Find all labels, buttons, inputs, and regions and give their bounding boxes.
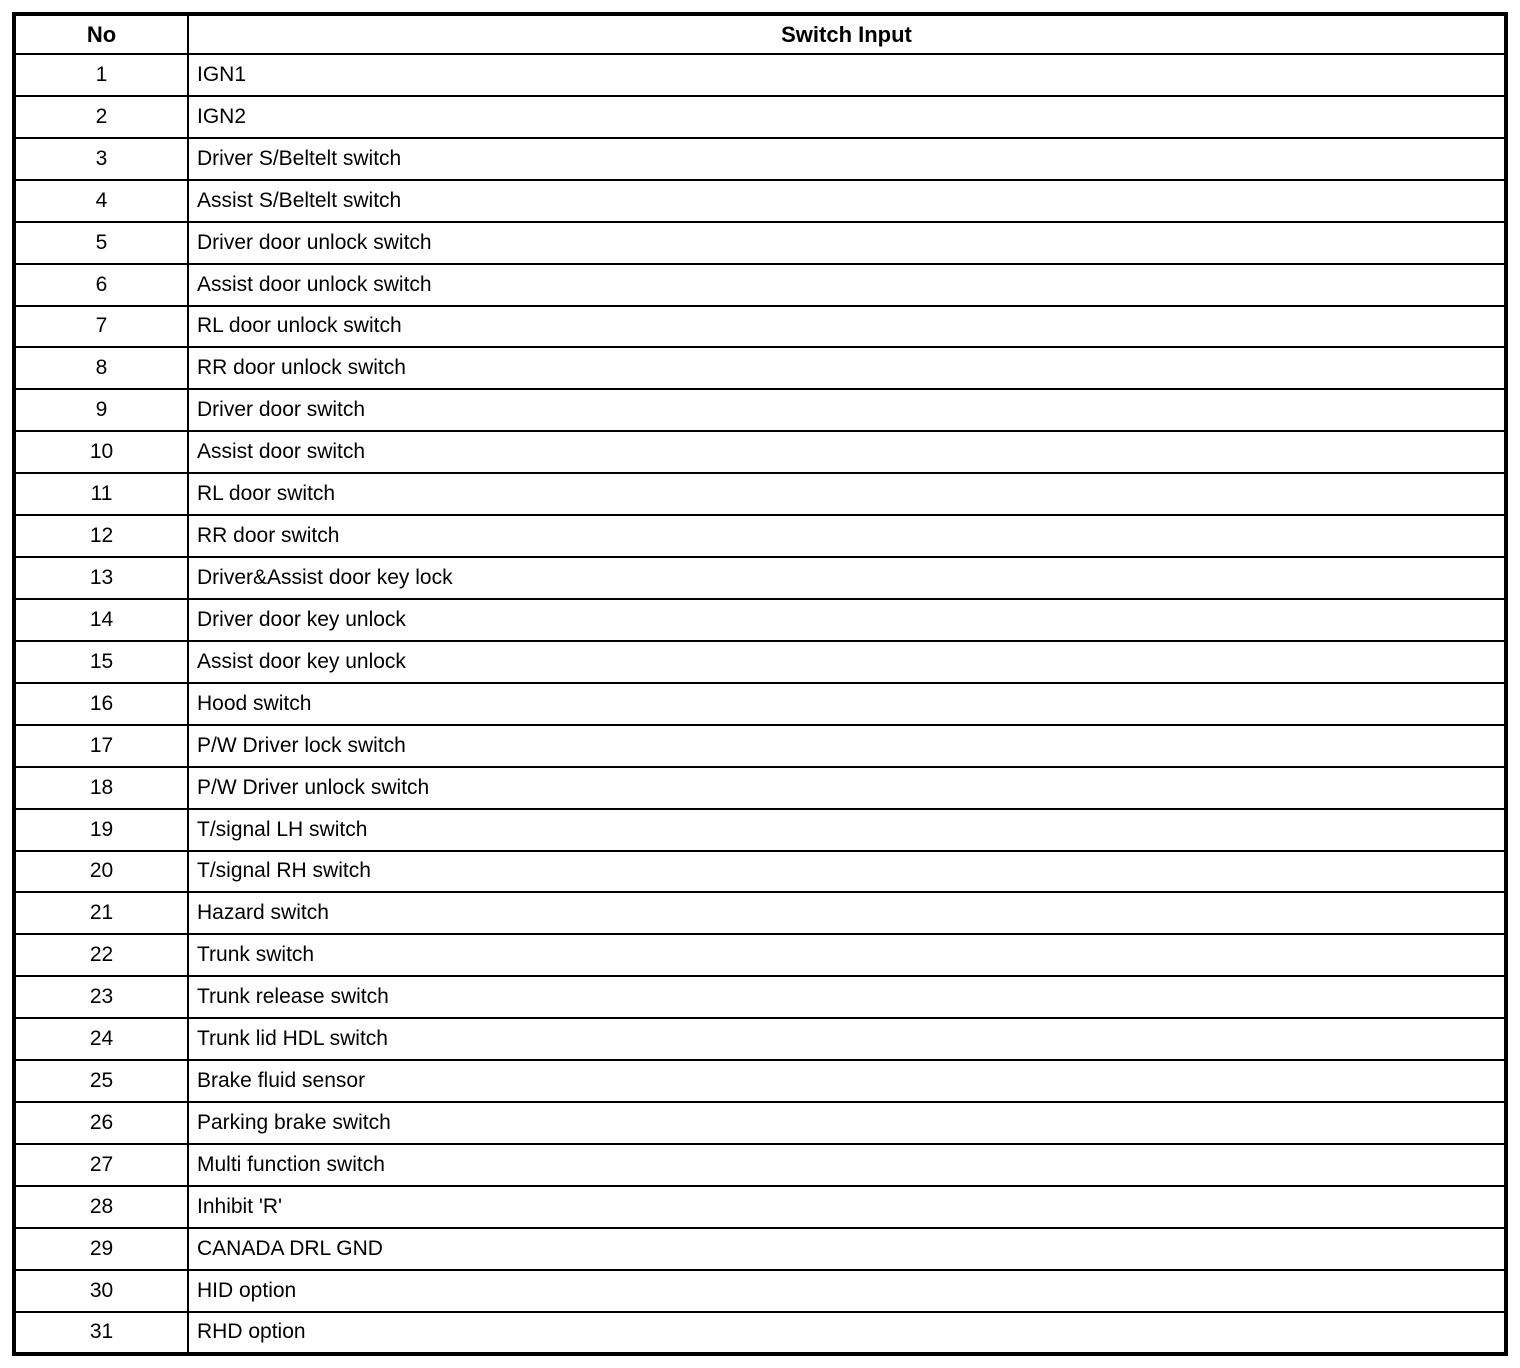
table-row — [14, 683, 1506, 725]
table-row — [14, 892, 1506, 934]
row-label: Assist door unlock switch — [188, 264, 1506, 306]
row-label: Driver S/Beltelt switch — [188, 138, 1506, 180]
row-no: 7 — [14, 306, 188, 348]
table-row — [14, 54, 1506, 96]
row-label: Trunk release switch — [188, 976, 1506, 1018]
column-header-no: No — [14, 14, 188, 54]
row-no: 23 — [14, 976, 188, 1018]
row-no: 8 — [14, 347, 188, 389]
row-label: RHD option — [188, 1312, 1506, 1354]
row-no: 12 — [14, 515, 188, 557]
table-row — [14, 976, 1506, 1018]
row-no: 4 — [14, 180, 188, 222]
row-no: 11 — [14, 473, 188, 515]
table-row — [14, 1312, 1506, 1354]
table-row — [14, 641, 1506, 683]
row-no: 13 — [14, 557, 188, 599]
row-label: Brake fluid sensor — [188, 1060, 1506, 1102]
row-no: 1 — [14, 54, 188, 96]
row-no: 25 — [14, 1060, 188, 1102]
row-label: Trunk switch — [188, 934, 1506, 976]
row-no: 24 — [14, 1018, 188, 1060]
table-row — [14, 725, 1506, 767]
row-no: 28 — [14, 1186, 188, 1228]
table-row — [14, 599, 1506, 641]
row-label: Trunk lid HDL switch — [188, 1018, 1506, 1060]
column-header-switch-input: Switch Input — [188, 14, 1506, 54]
table-row — [14, 1228, 1506, 1270]
row-label: T/signal RH switch — [188, 851, 1506, 893]
table-row — [14, 934, 1506, 976]
row-label: Driver door switch — [188, 389, 1506, 431]
row-label: Assist S/Beltelt switch — [188, 180, 1506, 222]
row-label: Driver door unlock switch — [188, 222, 1506, 264]
table-row — [14, 264, 1506, 306]
row-no: 19 — [14, 809, 188, 851]
row-label: IGN2 — [188, 96, 1506, 138]
row-no: 22 — [14, 934, 188, 976]
table-row — [14, 851, 1506, 893]
table-row — [14, 222, 1506, 264]
table-row — [14, 1270, 1506, 1312]
row-no: 16 — [14, 683, 188, 725]
row-no: 31 — [14, 1312, 188, 1354]
row-label: Assist door key unlock — [188, 641, 1506, 683]
row-label: T/signal LH switch — [188, 809, 1506, 851]
row-no: 17 — [14, 725, 188, 767]
row-no: 3 — [14, 138, 188, 180]
row-label: Driver&Assist door key lock — [188, 557, 1506, 599]
table-row — [14, 389, 1506, 431]
header-row — [14, 14, 1506, 54]
row-no: 30 — [14, 1270, 188, 1312]
row-no: 9 — [14, 389, 188, 431]
row-no: 29 — [14, 1228, 188, 1270]
row-label: Inhibit 'R' — [188, 1186, 1506, 1228]
row-label: Assist door switch — [188, 431, 1506, 473]
table-row — [14, 1018, 1506, 1060]
row-no: 18 — [14, 767, 188, 809]
row-label: Parking brake switch — [188, 1102, 1506, 1144]
switch-input-table — [12, 12, 1508, 1356]
row-label: RL door unlock switch — [188, 306, 1506, 348]
row-no: 5 — [14, 222, 188, 264]
row-label: IGN1 — [188, 54, 1506, 96]
row-label: RL door switch — [188, 473, 1506, 515]
row-label: Hazard switch — [188, 892, 1506, 934]
row-no: 15 — [14, 641, 188, 683]
row-label: CANADA DRL GND — [188, 1228, 1506, 1270]
row-no: 21 — [14, 892, 188, 934]
row-label: RR door unlock switch — [188, 347, 1506, 389]
table-row — [14, 138, 1506, 180]
row-no: 14 — [14, 599, 188, 641]
table-row — [14, 473, 1506, 515]
table-row — [14, 1060, 1506, 1102]
table-row — [14, 306, 1506, 348]
table-row — [14, 1102, 1506, 1144]
row-label: Multi function switch — [188, 1144, 1506, 1186]
table-body — [14, 54, 1506, 1354]
table-row — [14, 515, 1506, 557]
table-row — [14, 1144, 1506, 1186]
row-label: Hood switch — [188, 683, 1506, 725]
row-no: 2 — [14, 96, 188, 138]
row-no: 20 — [14, 851, 188, 893]
table-row — [14, 180, 1506, 222]
table-row — [14, 96, 1506, 138]
row-label: Driver door key unlock — [188, 599, 1506, 641]
row-no: 27 — [14, 1144, 188, 1186]
table-row — [14, 809, 1506, 851]
table-row — [14, 767, 1506, 809]
row-no: 6 — [14, 264, 188, 306]
row-no: 10 — [14, 431, 188, 473]
table-row — [14, 347, 1506, 389]
row-label: P/W Driver lock switch — [188, 725, 1506, 767]
table-row — [14, 431, 1506, 473]
table-row — [14, 557, 1506, 599]
row-label: RR door switch — [188, 515, 1506, 557]
table-row — [14, 1186, 1506, 1228]
row-label: P/W Driver unlock switch — [188, 767, 1506, 809]
row-no: 26 — [14, 1102, 188, 1144]
row-label: HID option — [188, 1270, 1506, 1312]
